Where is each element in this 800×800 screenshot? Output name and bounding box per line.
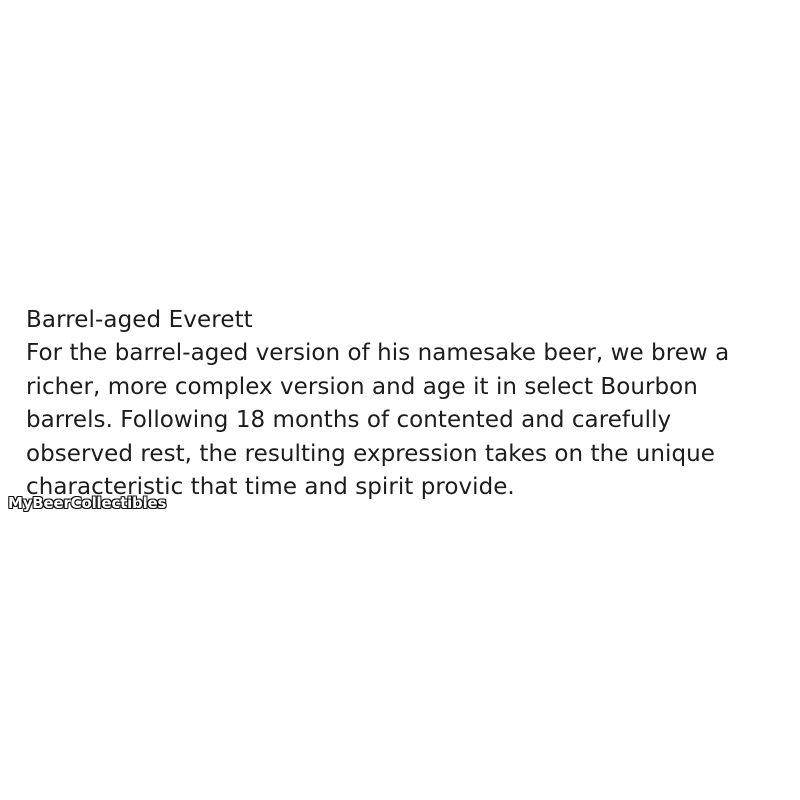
- description-text-block: [26, 303, 774, 505]
- product-title: Barrel-aged Everett: [26, 307, 253, 333]
- product-description: For the barrel-aged version of his namesake beer, we brew a richer, more complex version and age it in select Bourbon barrels. Following 18 months of contented and carefully observed rest, the resulting expression takes on the unique characteristic that time and spirit provide.: [26, 340, 730, 500]
- watermark-label: MyBeerCollectibles: [8, 494, 167, 512]
